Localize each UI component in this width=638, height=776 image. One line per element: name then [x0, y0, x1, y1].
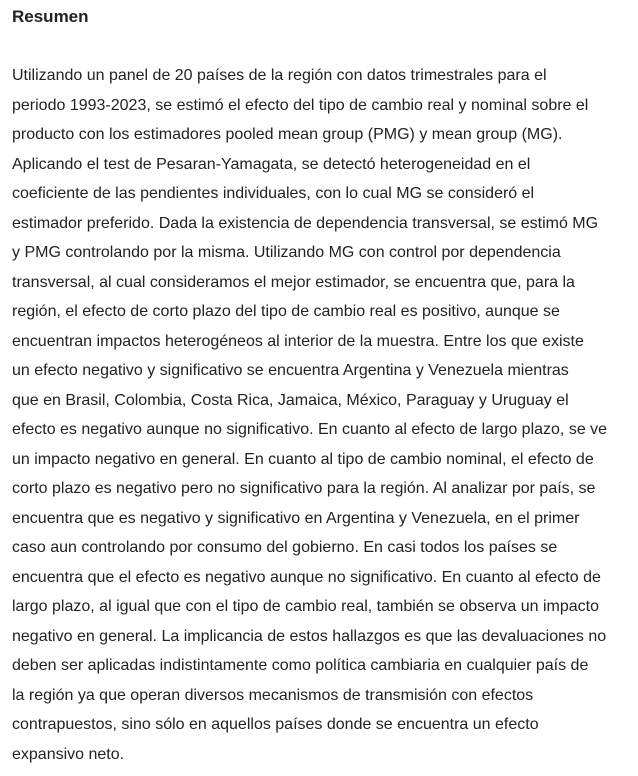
- abstract-line: coeficiente de las pendientes individuales, con lo cual MG se consideró el: [12, 185, 535, 202]
- abstract-body: [12, 61, 628, 769]
- abstract-line: negativo en general. La implicancia de estos hallazgos es que las devaluaciones no: [12, 627, 607, 645]
- abstract-line: efecto es negativo aunque no significativo. En cuanto al efecto de largo plazo, se ve: [12, 421, 608, 438]
- abstract-line: transversal, al cual consideramos el mejor estimador, se encuentra que, para la: [12, 273, 575, 291]
- abstract-line: un efecto negativo y significativo se encuentra Argentina y Venezuela mientras: [12, 362, 569, 379]
- abstract-line: caso aun controlando por consumo del gobierno. En casi todos los países se: [12, 539, 558, 556]
- abstract-line: encuentra que es negativo y significativo en Argentina y Venezuela, en el primer: [12, 509, 580, 527]
- abstract-line: un impacto negativo en general. En cuanto al tipo de cambio nominal, el efecto de: [12, 450, 594, 468]
- abstract-line: deben ser aplicadas indistintamente como política cambiaria en cualquier país de: [12, 657, 589, 674]
- abstract-line: periodo 1993-2023, se estimó el efecto del tipo de cambio real y nominal sobre el: [12, 96, 589, 114]
- abstract-line: expansivo neto.: [12, 745, 125, 763]
- abstract-line: y PMG controlando por la misma. Utilizando MG con control por dependencia: [12, 244, 561, 261]
- abstract-line: largo plazo, al igual que con el tipo de cambio real, también se observa un impacto: [12, 598, 600, 615]
- abstract-line: la región ya que operan diversos mecanismos de transmisión con efectos: [12, 686, 534, 704]
- abstract-line: encuentra que el efecto es negativo aunque no significativo. En cuanto al efecto de: [12, 568, 601, 586]
- abstract-line: región, el efecto de corto plazo del tipo de cambio real es positivo, aunque se: [12, 303, 560, 320]
- abstract-line: contrapuestos, sino sólo en aquellos países donde se encuentra un efecto: [12, 716, 539, 733]
- abstract-line: producto con los estimadores pooled mean group (PMG) y mean group (MG).: [12, 126, 563, 143]
- abstract-line: que en Brasil, Colombia, Costa Rica, Jamaica, México, Paraguay y Uruguay el: [12, 391, 569, 409]
- abstract-line: Aplicando el test de Pesaran-Yamagata, se detectó heterogeneidad en el: [12, 155, 531, 173]
- abstract-line: Utilizando un panel de 20 países de la región con datos trimestrales para el: [12, 67, 547, 84]
- abstract-line: estimador preferido. Dada la existencia de dependencia transversal, se estimó MG: [12, 214, 599, 232]
- abstract-title: Resumen: [12, 7, 89, 26]
- abstract-line: encuentran impactos heterogéneos al interior de la muestra. Entre los que existe: [12, 332, 584, 350]
- abstract-line: corto plazo es negativo pero no significativo para la región. Al analizar por país, se: [12, 480, 596, 497]
